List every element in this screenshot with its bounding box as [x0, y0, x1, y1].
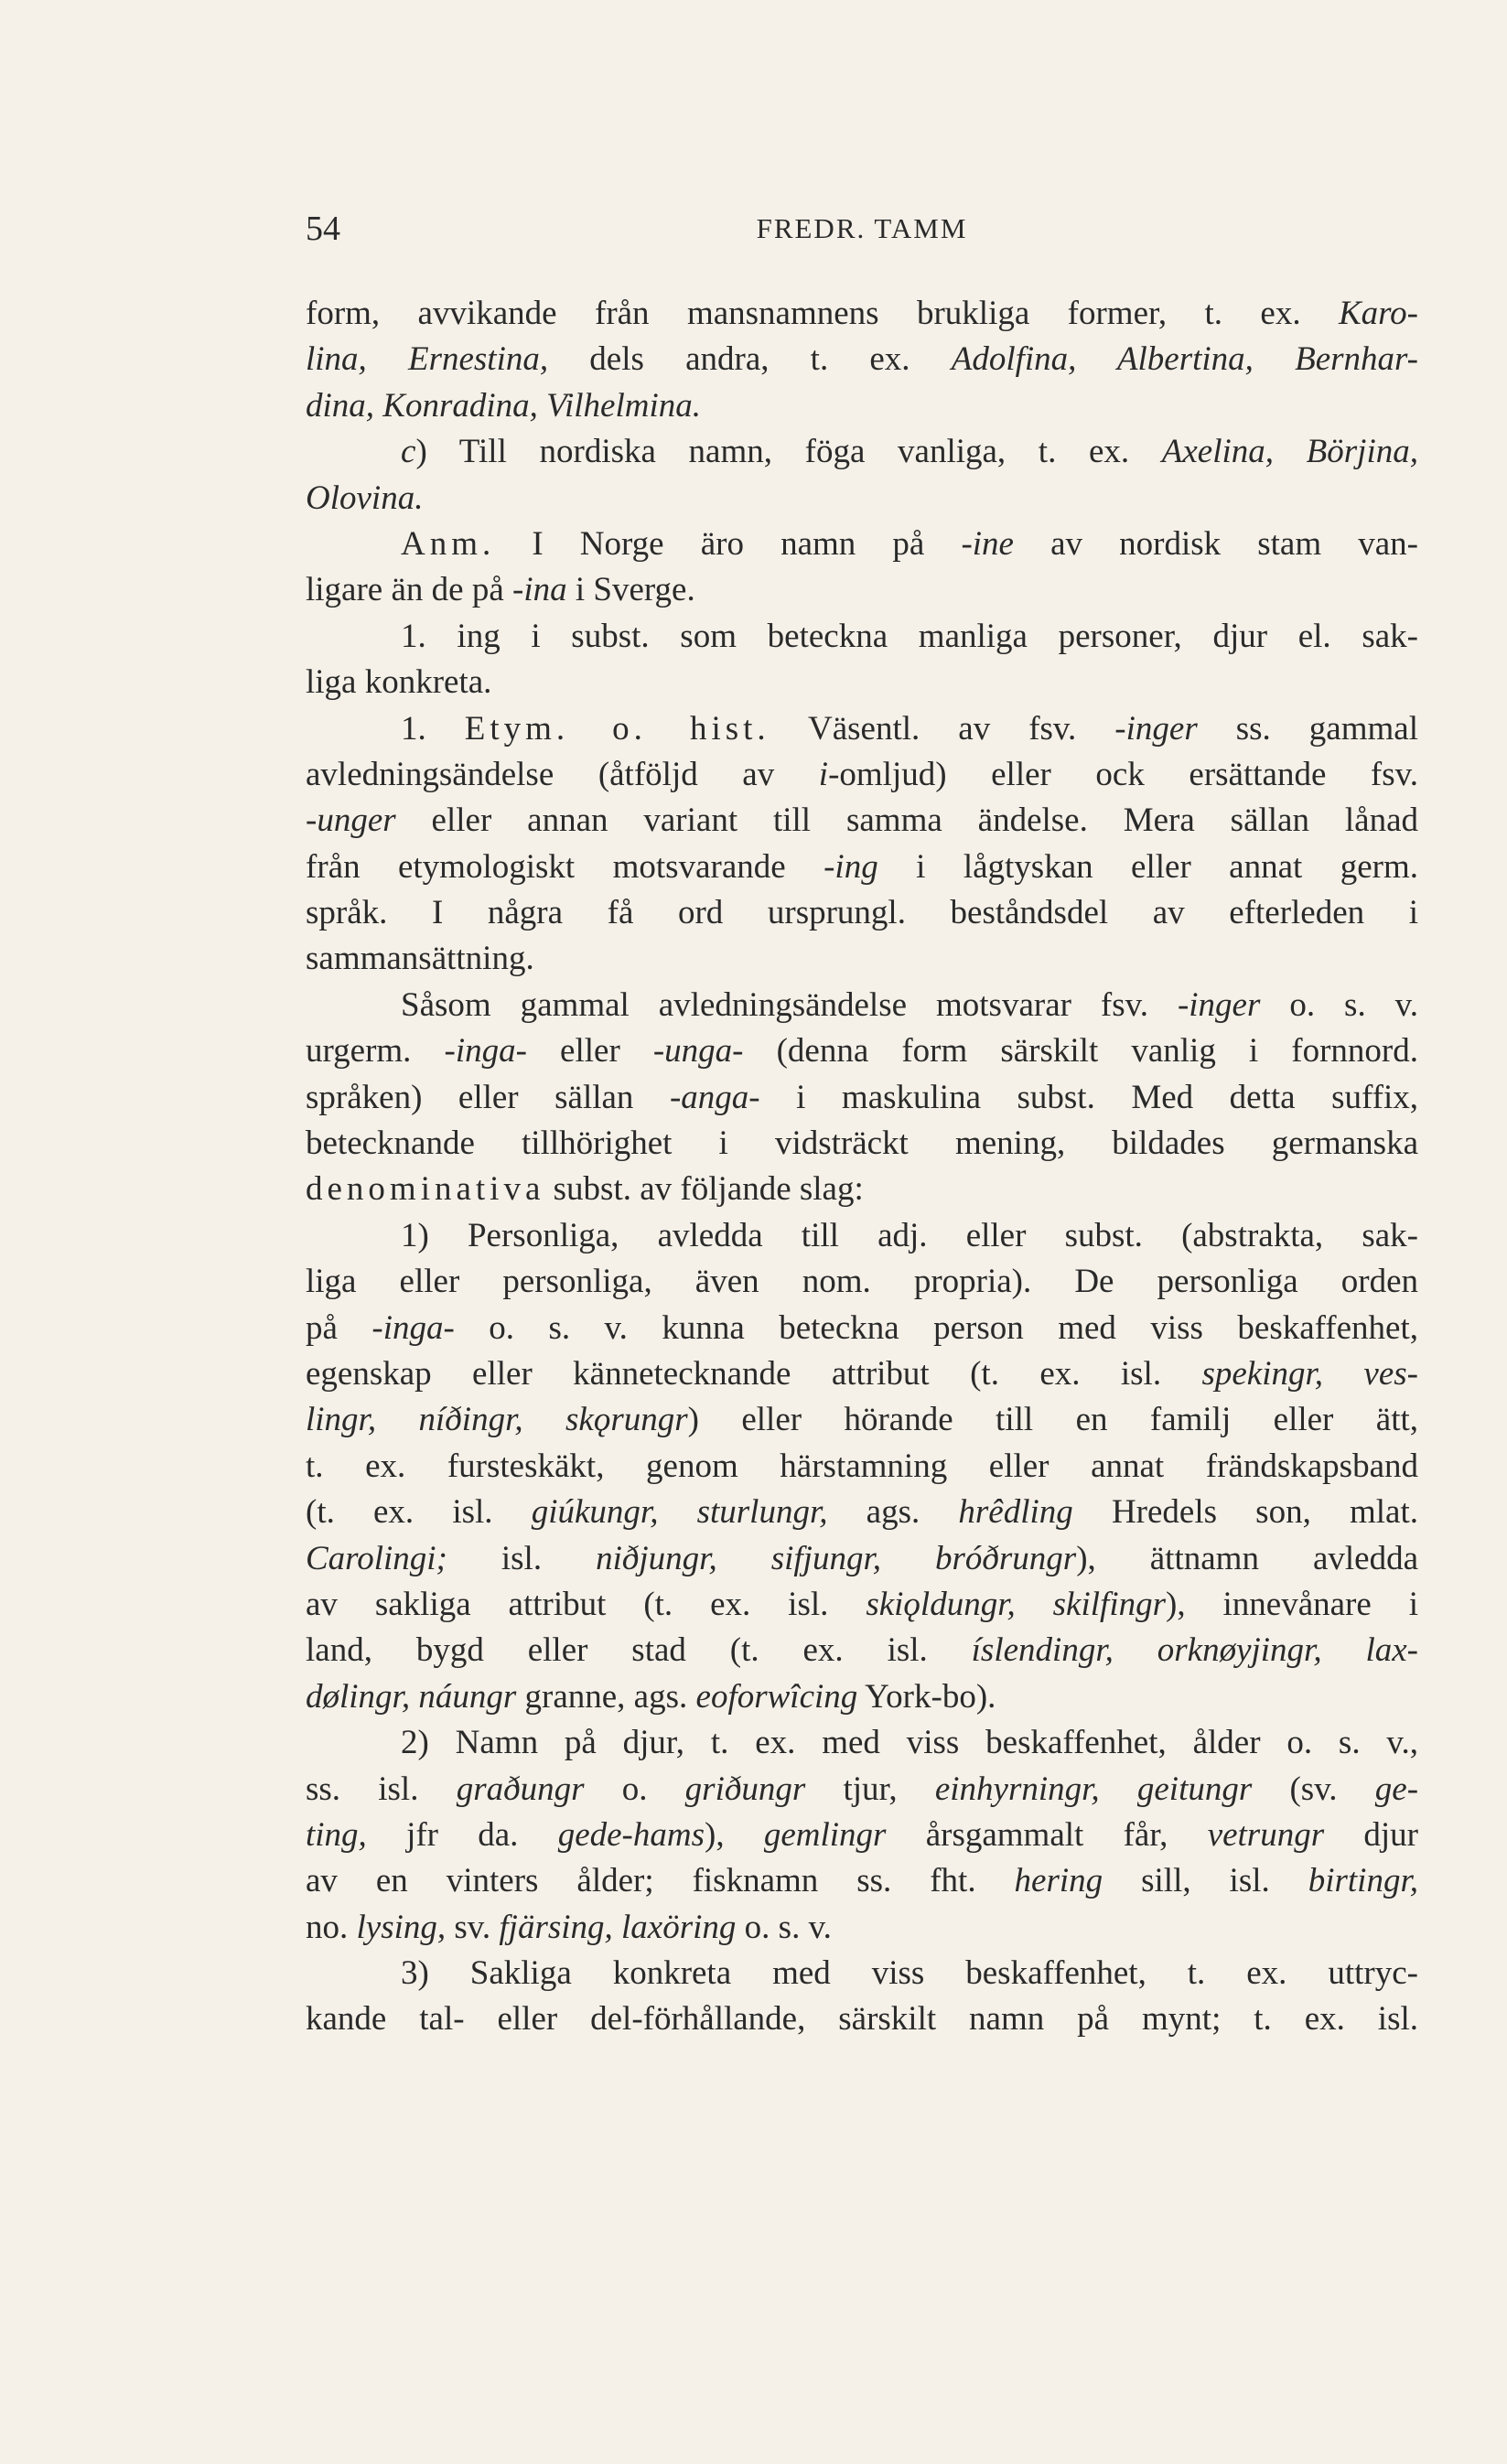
text-line — [306, 1075, 1418, 1121]
text-segment: ags. — [827, 1493, 959, 1532]
text-segment: Väsentl. av fsv. — [770, 709, 1115, 748]
italic-text: graðungr — [456, 1770, 585, 1808]
text-segment: (sv. — [1252, 1770, 1375, 1808]
text-segment: betecknande tillhörighet i vidsträckt mening, bildades germanska — [306, 1124, 1418, 1163]
text-line — [306, 614, 1418, 660]
text-segment: i Sverge. — [566, 571, 695, 609]
text-segment: av en vinters ålder; fisknamn ss. fht. — [306, 1862, 1015, 1900]
text-line — [306, 1490, 1418, 1535]
text-segment: liga eller personliga, även nom. propria). De personliga orden — [306, 1263, 1418, 1301]
text-segment: från etymologiskt motsvarande — [306, 847, 824, 886]
text-segment: land, bygd eller stad (t. ex. isl. — [306, 1631, 972, 1670]
text-line — [306, 383, 1418, 429]
italic-text: gede-hams — [557, 1815, 705, 1854]
text-line — [306, 522, 1418, 567]
text-line — [306, 1028, 1418, 1074]
italic-text: hering — [1014, 1862, 1103, 1900]
italic-text: skiǫldungr, skilfingr — [866, 1585, 1166, 1623]
text-segment: o. s. v. — [736, 1908, 832, 1946]
italic-text: Adolfina, Albertina, Bernhar- — [951, 340, 1418, 379]
text-segment: Hredels son, mlat. — [1072, 1493, 1418, 1532]
text-line — [306, 1121, 1418, 1167]
text-line — [306, 1720, 1418, 1766]
text-segment: no. — [306, 1908, 357, 1946]
text-segment: urgerm. — [306, 1032, 445, 1071]
text-segment: t. ex. fursteskäkt, genom härstamning eller annat frändskapsband — [306, 1447, 1418, 1485]
text-segment: tjur, — [805, 1770, 935, 1808]
text-segment: York-bo). — [857, 1677, 996, 1716]
italic-text: birtingr, — [1308, 1862, 1419, 1900]
italic-text: einhyrningr, geitungr — [934, 1770, 1253, 1808]
text-line — [306, 1167, 1418, 1212]
text-segment: ligare än de på — [306, 571, 512, 609]
text-segment: ), — [705, 1815, 764, 1854]
italic-text: spekingr, ves- — [1201, 1354, 1418, 1393]
italic-text: vetrungr — [1207, 1815, 1325, 1854]
italic-text: Olovina. — [306, 479, 424, 517]
text-line — [306, 337, 1418, 382]
text-segment: årsgammalt får, — [886, 1815, 1208, 1854]
text-segment: sv. — [446, 1908, 500, 1946]
text-line — [306, 1628, 1418, 1673]
text-line — [306, 983, 1418, 1028]
text-line — [306, 1259, 1418, 1305]
text-segment: 3) Sakliga konkreta med viss beskaffenhet, t. ex. uttryc- — [401, 1954, 1418, 1993]
text-segment: kande tal- eller del-förhållande, särskilt namn på mynt; t. ex. isl. — [306, 2000, 1418, 2039]
text-segment: ) Till nordiska namn, föga vanliga, t. ex. — [415, 433, 1162, 471]
text-line — [306, 1213, 1418, 1259]
text-segment: ss. gammal — [1197, 709, 1418, 748]
text-segment: 2) Namn på djur, t. ex. med viss beskaffenhet, ålder o. s. v., — [401, 1724, 1418, 1762]
text-segment: subst. av följande slag: — [544, 1170, 864, 1209]
text-segment: på — [306, 1308, 372, 1347]
text-line — [306, 706, 1418, 752]
text-line — [306, 1951, 1418, 1996]
text-segment: ), innevånare i — [1166, 1585, 1418, 1623]
italic-text: Carolingi; — [306, 1539, 447, 1577]
text-segment: isl. — [447, 1539, 597, 1577]
text-line — [306, 1996, 1418, 2042]
text-segment: ) eller hörande till en familj eller ätt, — [687, 1401, 1418, 1439]
italic-text: niðjungr, sifjungr, bróðrungr — [596, 1539, 1077, 1577]
italic-text: lysing, — [356, 1908, 447, 1946]
spaced-text: Anm. — [401, 524, 496, 563]
text-segment: liga konkreta. — [306, 663, 492, 702]
italic-text: ting, — [306, 1815, 367, 1854]
text-segment: sammansättning. — [306, 940, 534, 978]
text-line — [306, 1306, 1418, 1351]
text-segment: språken) eller sällan — [306, 1078, 670, 1116]
text-segment: 1. ing i subst. som beteckna manliga personer, djur el. sak- — [401, 617, 1418, 655]
text-segment: ss. isl. — [306, 1770, 457, 1808]
text-segment: avledningsändelse (åtföljd av — [306, 755, 819, 793]
text-line — [306, 936, 1418, 982]
running-head: FREDR. TAMM — [756, 212, 968, 244]
text-segment: sill, isl. — [1103, 1862, 1308, 1900]
text-segment: dels andra, t. ex. — [548, 340, 952, 379]
italic-text: -ina — [512, 571, 567, 609]
text-segment: granne, ags. — [516, 1677, 696, 1716]
text-line — [306, 752, 1418, 798]
text-segment: -omljud) eller ock ersättande fsv. — [828, 755, 1418, 793]
italic-text: -anga- — [669, 1078, 760, 1116]
text-segment: o. s. v. kunna beteckna person med viss beskaffenhet, — [454, 1308, 1418, 1347]
italic-text: -inga- — [444, 1032, 527, 1071]
italic-text: -ine — [961, 524, 1014, 563]
text-line — [306, 1858, 1418, 1904]
text-line — [306, 1674, 1418, 1720]
text-segment: o. — [584, 1770, 685, 1808]
italic-text: eoforwîcing — [695, 1677, 858, 1716]
text-line — [306, 1767, 1418, 1813]
text-line — [306, 1582, 1418, 1628]
text-segment: I Norge äro namn på — [495, 524, 962, 563]
italic-text: ge- — [1374, 1770, 1419, 1808]
text-line — [306, 1397, 1418, 1443]
italic-text: gemlingr — [763, 1815, 887, 1854]
text-segment: (t. ex. isl. — [306, 1493, 532, 1532]
text-segment: språk. I några få ord ursprungl. beståndsdel av efterleden i — [306, 894, 1418, 932]
italic-text: griðungr — [684, 1770, 806, 1808]
text-segment: Såsom gammal avledningsändelse motsvarar fsv. — [401, 985, 1178, 1024]
italic-text: Axelina, Börjina, — [1161, 433, 1418, 471]
body-text — [306, 291, 1418, 2043]
italic-text: dina, Konradina, Vilhelmina. — [306, 386, 702, 425]
text-line — [306, 1905, 1418, 1951]
text-segment: i lågtyskan eller annat germ. — [877, 847, 1418, 886]
italic-text: dølingr, náungr — [306, 1677, 517, 1716]
italic-text: c — [401, 433, 416, 471]
italic-text: hrêdling — [958, 1493, 1073, 1532]
italic-text: -unga- — [652, 1032, 744, 1071]
text-line — [306, 1813, 1418, 1858]
text-line — [306, 798, 1418, 844]
text-segment: eller annan variant till samma ändelse. Mera sällan lånad — [395, 802, 1418, 840]
text-segment: eller — [526, 1032, 653, 1071]
text-segment: i maskulina subst. Med detta suffix, — [759, 1078, 1418, 1116]
text-segment: o. s. v. — [1260, 985, 1419, 1024]
italic-text: -inger — [1114, 709, 1198, 748]
text-line — [306, 567, 1418, 613]
text-segment: djur — [1324, 1815, 1418, 1854]
spaced-text: denominativa — [306, 1170, 545, 1209]
text-segment: egenskap eller kännetecknande attribut (t. ex. isl. — [306, 1354, 1202, 1393]
text-segment: av nordisk stam van- — [1013, 524, 1418, 563]
italic-text: -unger — [306, 802, 396, 840]
page-number: 54 — [306, 210, 340, 248]
text-line — [306, 429, 1418, 475]
text-segment: 1) Personliga, avledda till adj. eller subst. (abstrakta, sak- — [401, 1216, 1418, 1254]
italic-text: lingr, níðingr, skǫrungr — [306, 1401, 688, 1439]
italic-text: lina, Ernestina, — [306, 340, 549, 379]
text-line — [306, 1444, 1418, 1490]
italic-text: Karo- — [1338, 295, 1418, 332]
italic-text: íslendingr, orknøyjingr, lax- — [971, 1631, 1418, 1670]
text-line — [306, 1351, 1418, 1397]
italic-text: giúkungr, sturlungr, — [531, 1493, 828, 1532]
text-segment: (denna form särskilt vanlig i fornnord. — [743, 1032, 1418, 1071]
italic-text: -inger — [1177, 985, 1261, 1024]
text-segment: jfr da. — [366, 1815, 558, 1854]
page-header — [306, 209, 1418, 254]
text-line — [306, 845, 1418, 890]
text-line — [306, 476, 1418, 522]
italic-text: -ing — [823, 847, 878, 886]
spaced-text: Etym. o. hist. — [464, 709, 770, 748]
text-segment: 1. — [401, 709, 465, 748]
text-line — [306, 660, 1418, 705]
italic-text: -inga- — [371, 1308, 455, 1347]
italic-text: i — [818, 755, 829, 793]
text-segment: ), ättnamn avledda — [1076, 1539, 1418, 1577]
text-segment: av sakliga attribut (t. ex. isl. — [306, 1585, 867, 1623]
text-line — [306, 1536, 1418, 1582]
italic-text: fjärsing, laxöring — [499, 1908, 737, 1946]
text-line — [306, 291, 1418, 337]
text-line — [306, 890, 1418, 936]
text-segment: form, avvikande från mansnamnens brukliga former, t. ex. — [306, 295, 1339, 332]
